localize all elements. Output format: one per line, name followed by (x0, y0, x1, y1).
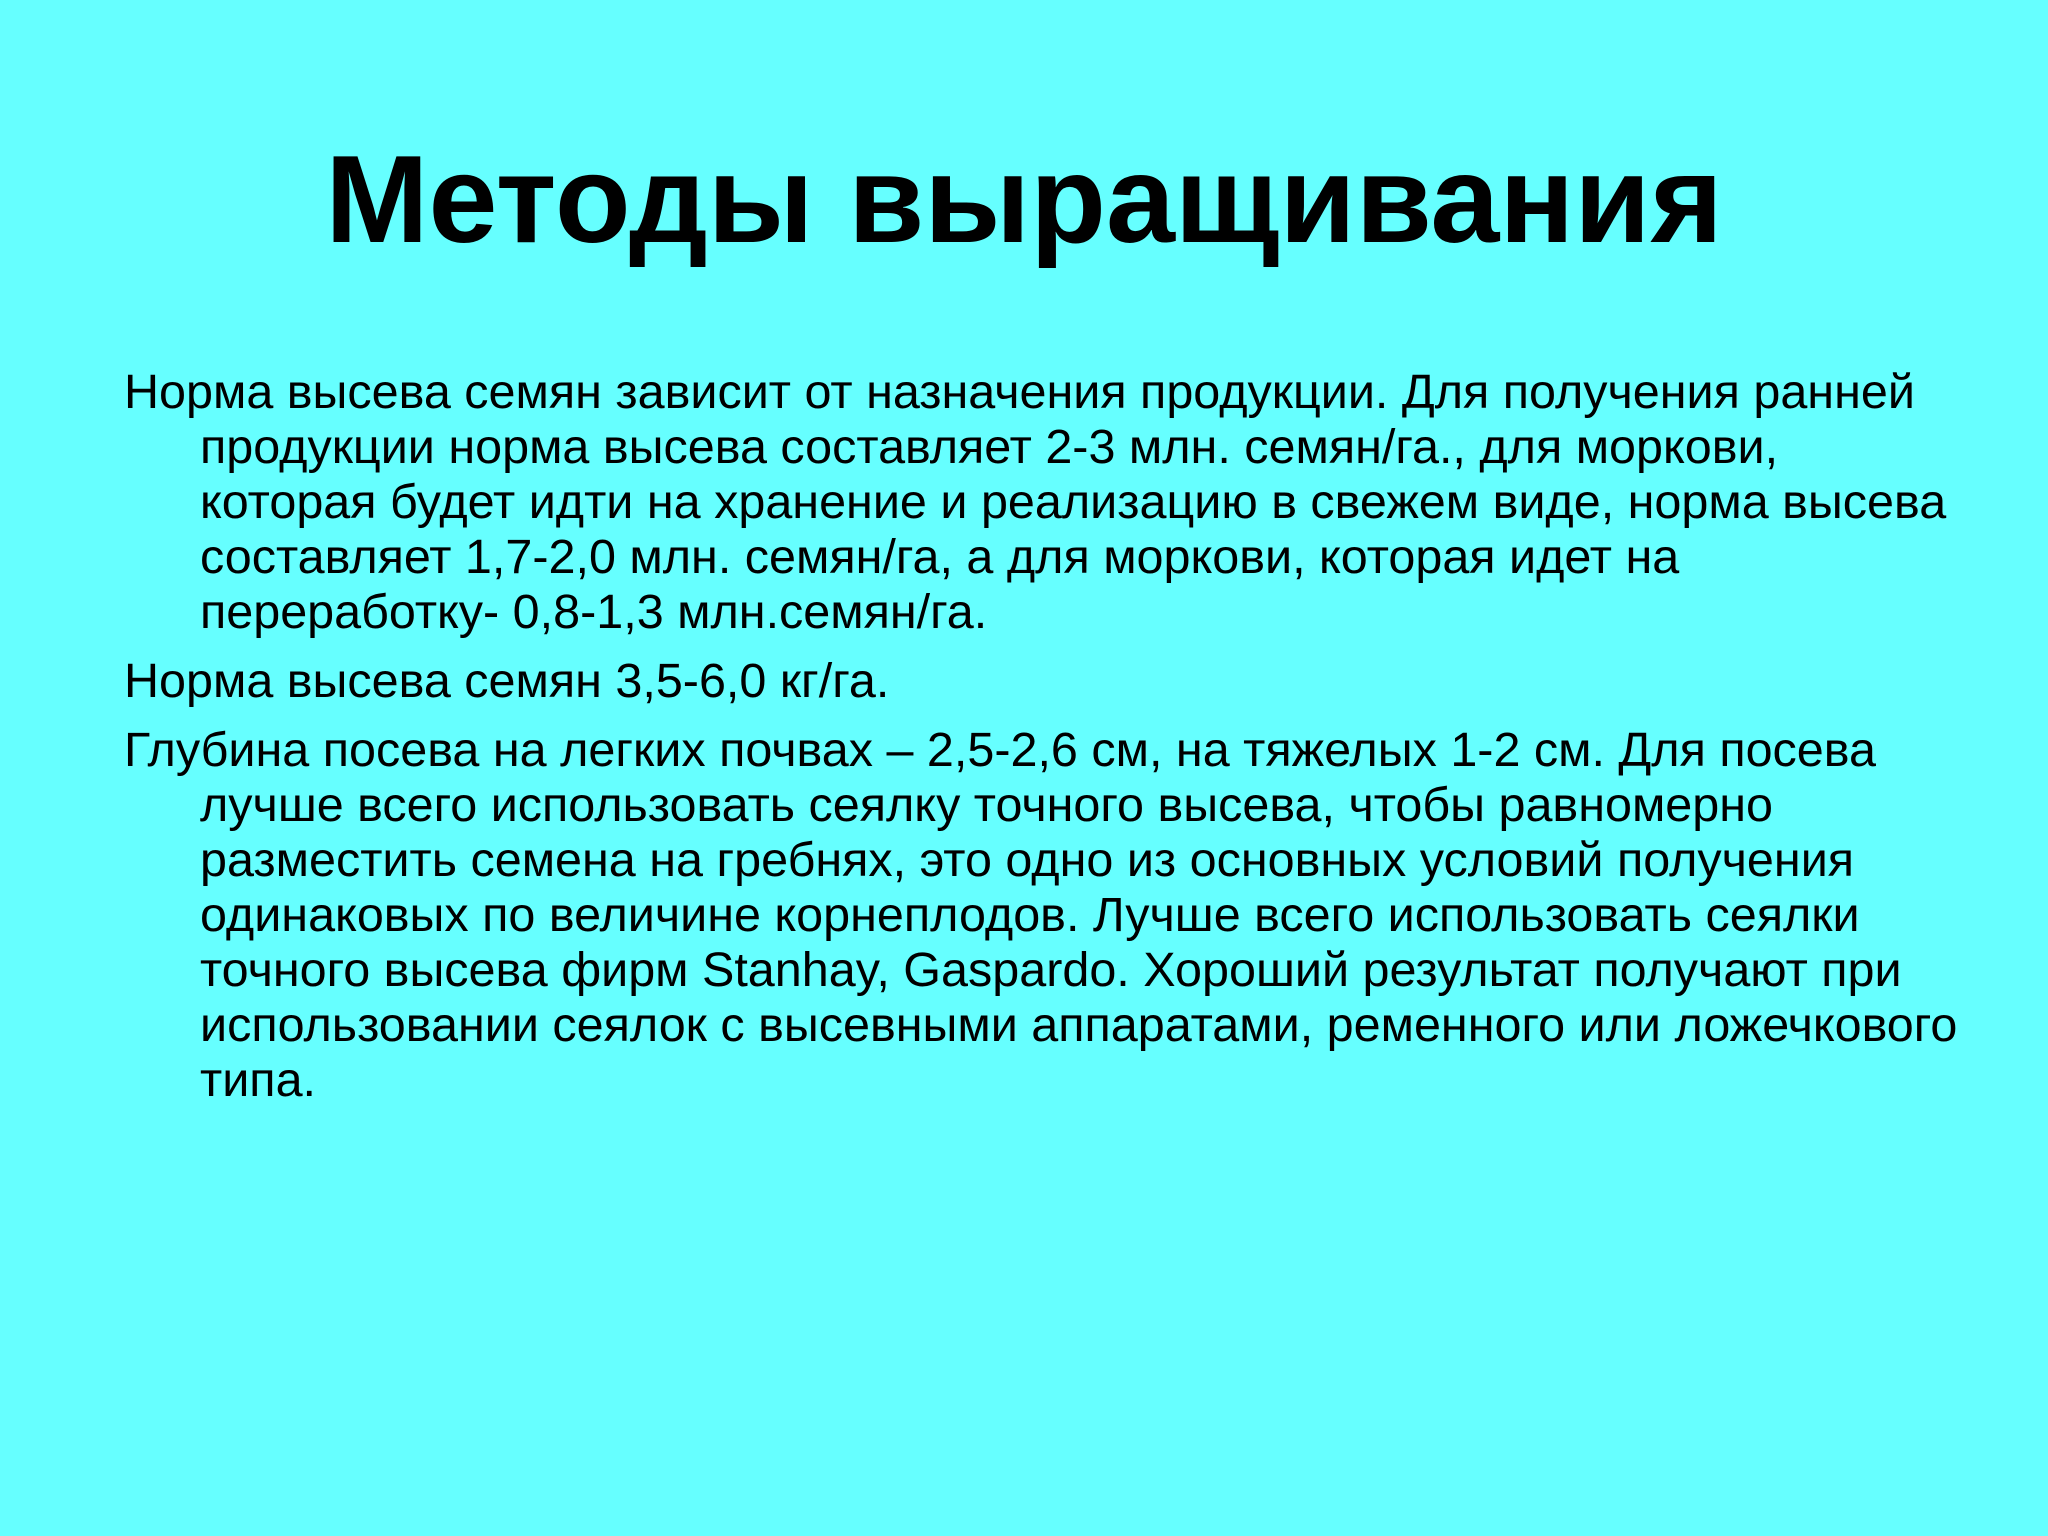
slide-body (124, 365, 1964, 1122)
paragraph-sowing-depth: Глубина посева на легких почвах – 2,5-2,6 см, на тяжелых 1-2 см. Для посева лучше всего использовать сеялку точного высева, чтобы равномерно разместить семена на гребнях, это одно из основных условий получения одинаковых по величине корнеплодов. Лучше всего использовать сеялки точного высева фирм Stanhay, Gaspardo. Хороший результат получают при использовании сеялок с высевными аппаратами, ременного или ложечкового типа. (124, 723, 1958, 1107)
paragraph-seeding-rate-purpose: Норма высева семян зависит от назначения продукции. Для получения ранней продукции норма высева составляет 2-3 млн. семян/га., для моркови, которая будет идти на хранение и реализацию в свежем виде, норма высева составляет 1,7-2,0 млн. семян/га, а для моркови, которая идет на переработку- 0,8-1,3 млн.семян/га. (124, 365, 1947, 639)
paragraph-seeding-rate-kg: Норма высева семян 3,5-6,0 кг/га. (124, 654, 890, 708)
slide-title: Методы выращивания (325, 131, 1723, 269)
